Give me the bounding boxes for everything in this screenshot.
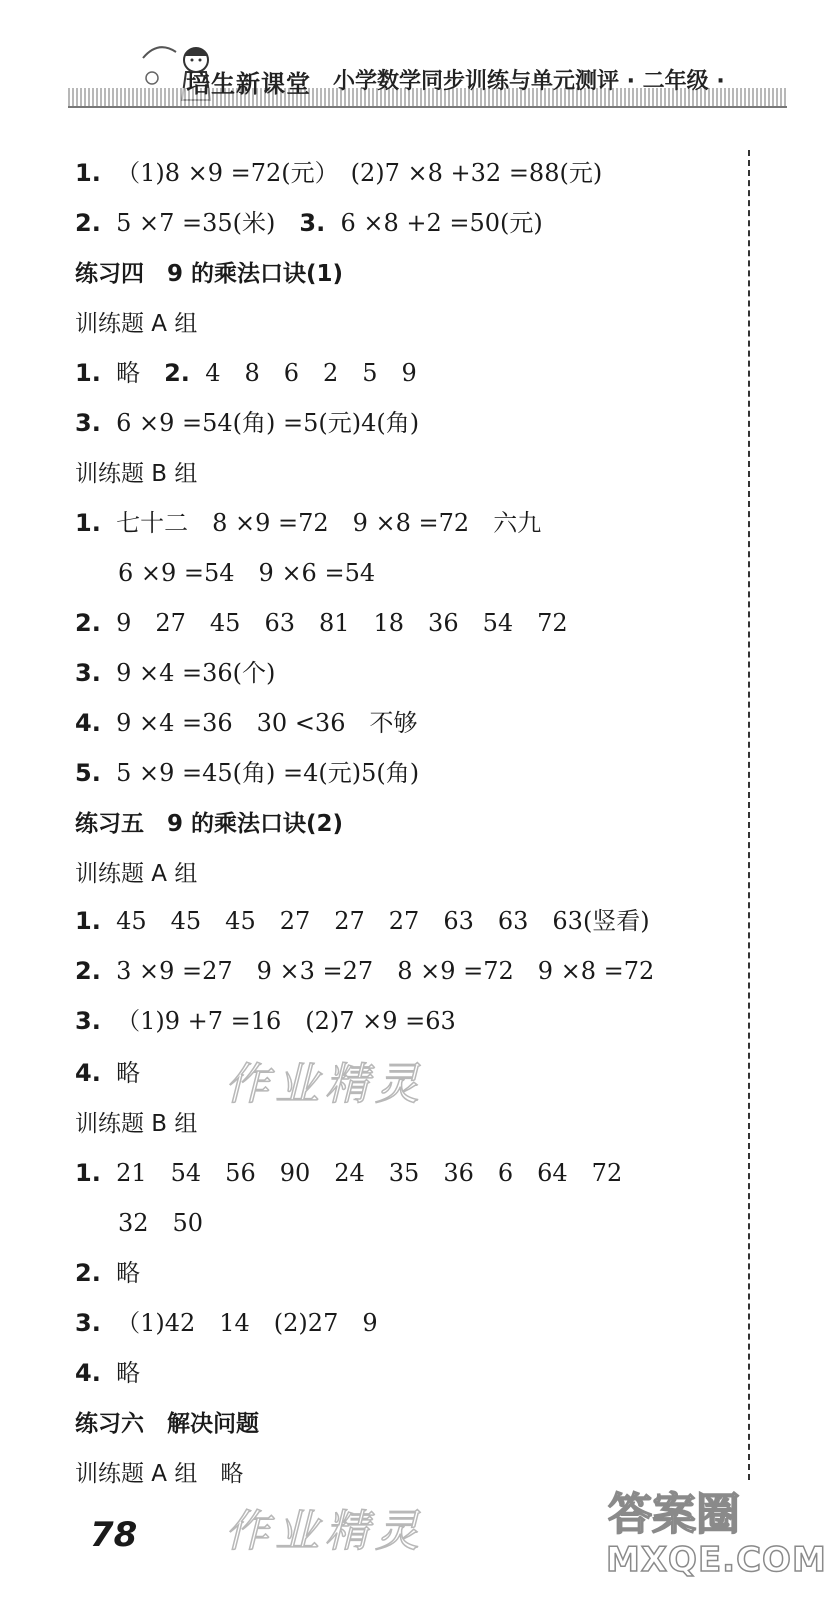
answer-line <box>75 1058 140 1088</box>
answer-text: 略 <box>116 1259 141 1287</box>
answer-text: （1)8 ×9 =72(元） (2)7 ×8 +32 =88(元) <box>116 159 603 187</box>
answer-line <box>75 858 197 889</box>
answer-text: 9 ×4 =36 30 <36 不够 <box>116 709 418 737</box>
page-number: 78 <box>90 1515 138 1555</box>
answer-line <box>75 1308 378 1338</box>
answer-line <box>118 1208 203 1238</box>
section-heading: 练习六 解决问题 <box>75 1411 259 1437</box>
answer-text: 5 ×9 =45(角) =4(元)5(角) <box>116 759 420 787</box>
question-number: 1. <box>75 359 101 387</box>
answer-line <box>75 1108 197 1139</box>
answer-line <box>75 708 417 738</box>
answer-text: 6 ×9 =54(角) =5(元)4(角) <box>116 409 420 437</box>
answer-continuation: 32 50 <box>118 1209 204 1237</box>
site-url: MXQE.COM <box>606 1540 827 1580</box>
answer-text: 9 ×4 =36(个) <box>116 659 276 687</box>
question-number: 2. <box>75 209 101 237</box>
answer-text: 6 ×8 +2 =50(元) <box>340 209 543 237</box>
question-number: 2. <box>164 359 190 387</box>
question-number: 1. <box>75 907 101 935</box>
header-rule <box>68 106 787 108</box>
question-number: 3. <box>75 409 101 437</box>
answer-line <box>75 1458 243 1489</box>
section-heading: 练习五 9 的乘法口诀(2) <box>75 811 344 837</box>
question-number: 1. <box>75 509 101 537</box>
question-number: 5. <box>75 759 101 787</box>
answer-line <box>75 758 419 788</box>
subsection-label: 训练题 B 组 <box>75 1111 198 1137</box>
site-logo: 答案圈 <box>608 1489 740 1540</box>
answer-line <box>75 1408 259 1439</box>
answer-line <box>75 658 275 688</box>
brand-logo-text: 培生新课堂 <box>186 70 311 98</box>
question-number: 2. <box>75 957 101 985</box>
watermark: 作业精灵 <box>225 1506 425 1557</box>
answer-line <box>75 258 343 289</box>
question-number: 1. <box>75 1159 101 1187</box>
answer-text: 9 27 45 63 81 18 36 54 72 <box>116 609 568 637</box>
answer-line <box>75 1258 140 1288</box>
answer-text: 21 54 56 90 24 35 36 6 64 72 <box>116 1159 623 1187</box>
book-title: 小学数学同步训练与单元测评 · 二年级 · <box>333 69 725 94</box>
answer-continuation: 6 ×9 =54 9 ×6 =54 <box>118 559 376 587</box>
question-number: 1. <box>75 159 101 187</box>
answer-text: 七十二 8 ×9 =72 9 ×8 =72 六九 <box>116 509 542 537</box>
answer-line <box>75 408 419 438</box>
question-number: 4. <box>75 1059 101 1087</box>
subsection-label: 训练题 A 组 略 <box>75 1461 244 1487</box>
answer-text: （1)42 14 (2)27 9 <box>116 1309 378 1337</box>
subsection-label: 训练题 A 组 <box>75 861 198 887</box>
question-number: 3. <box>299 209 326 237</box>
answer-line <box>75 358 417 388</box>
answer-text: （1)9 +7 =16 (2)7 ×9 =63 <box>116 1007 456 1035</box>
page-header <box>68 38 787 118</box>
answer-line <box>75 1006 456 1036</box>
subsection-label: 训练题 B 组 <box>75 461 198 487</box>
answer-text: 4 8 6 2 5 9 <box>205 359 417 387</box>
answer-text: 略 <box>116 1059 141 1087</box>
binding-dashed-line <box>748 150 750 1480</box>
answer-line <box>75 808 343 839</box>
answer-line <box>75 1158 622 1188</box>
answer-line <box>75 508 541 538</box>
question-number: 2. <box>75 609 101 637</box>
question-number: 4. <box>75 1359 101 1387</box>
subsection-label: 训练题 A 组 <box>75 311 198 337</box>
answer-line <box>118 558 375 588</box>
answer-line <box>75 608 568 638</box>
question-number: 4. <box>75 709 101 737</box>
answer-text: 略 <box>116 359 165 387</box>
answer-line <box>75 956 654 986</box>
site-watermark <box>598 1478 827 1588</box>
answer-line <box>75 1358 140 1388</box>
answer-line <box>75 208 543 238</box>
question-number: 3. <box>75 659 101 687</box>
answer-text: 略 <box>116 1359 141 1387</box>
answer-line <box>75 308 197 339</box>
watermark: 作业精灵 <box>225 1059 425 1110</box>
answer-line <box>75 906 650 936</box>
answer-text: 3 ×9 =27 9 ×3 =27 8 ×9 =72 9 ×8 =72 <box>116 957 655 985</box>
section-heading: 练习四 9 的乘法口诀(1) <box>75 261 344 287</box>
answer-text: 5 ×7 =35(米) <box>116 209 300 237</box>
answer-line <box>75 158 602 188</box>
question-number: 3. <box>75 1007 101 1035</box>
question-number: 3. <box>75 1309 101 1337</box>
answer-line <box>75 458 197 489</box>
question-number: 2. <box>75 1259 101 1287</box>
answer-text: 45 45 45 27 27 27 63 63 63(竖看) <box>116 907 650 935</box>
